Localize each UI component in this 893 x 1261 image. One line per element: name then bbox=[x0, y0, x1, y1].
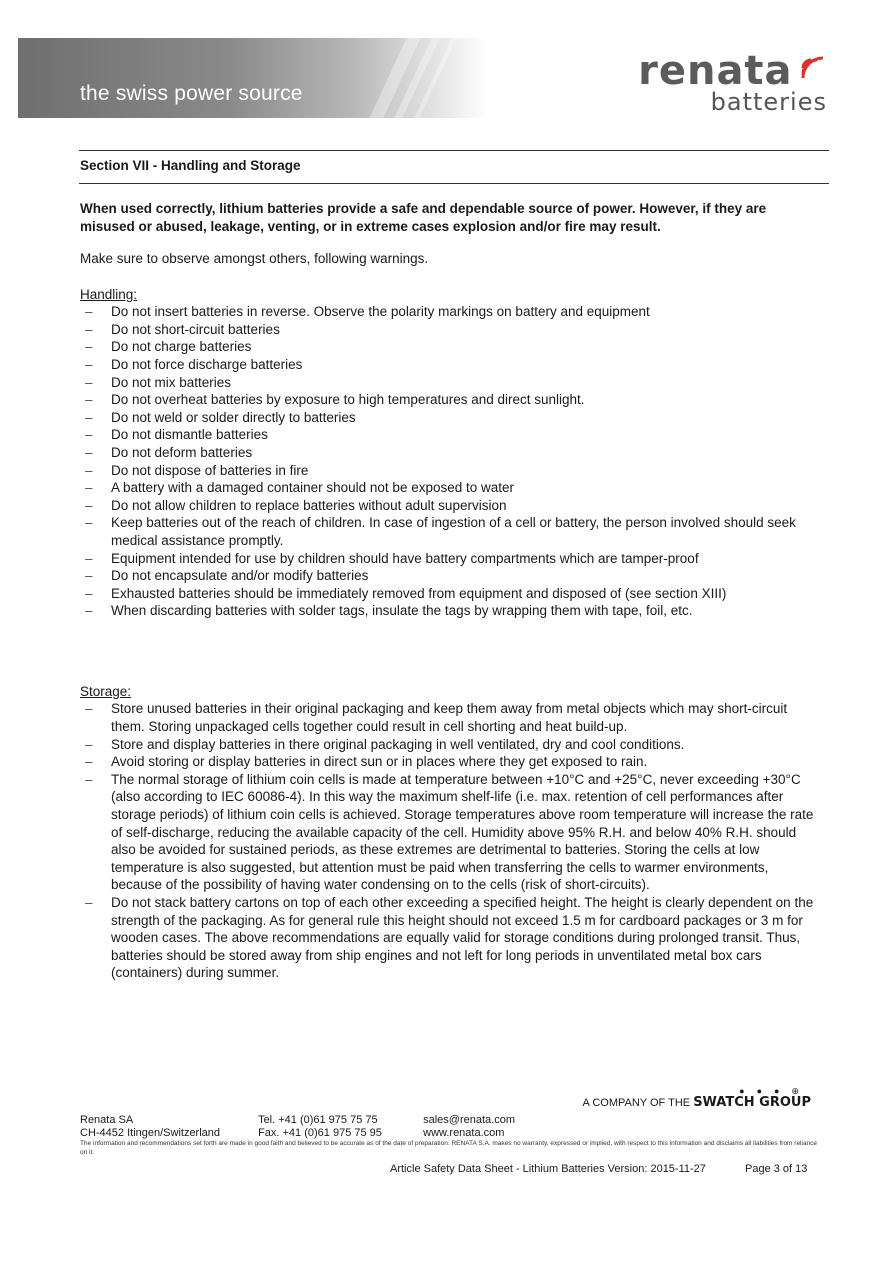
list-item: – Do not mix batteries bbox=[80, 374, 820, 392]
list-item: – Do not stack battery cartons on top of each other exceeding a specified height. The height is clearly dependent on the strength of the packaging. As for general rule this height should not exceed 1.5 m for cardboard packages or 3 m for wooden cases. The above recommendations are equally valid for storage conditions during prolonged transit. Thus, batteries should be stored away from ship engines and not left for long periods in unventilated metal box cars (containers) during summer. bbox=[80, 894, 820, 982]
list-item: – Do not allow children to replace batteries without adult supervision bbox=[80, 497, 820, 515]
fax: Fax. +41 (0)61 975 75 95 bbox=[258, 1127, 382, 1139]
website-link[interactable]: www.renata.com bbox=[423, 1127, 505, 1139]
list-item: – Do not weld or solder directly to batteries bbox=[80, 409, 820, 427]
logo-word: renata bbox=[638, 48, 793, 94]
list-item: – Do not insert batteries in reverse. Observe the polarity markings on battery and equipment bbox=[80, 303, 820, 321]
list-item: – Do not short-circuit batteries bbox=[80, 321, 820, 339]
list-item: – Do not dispose of batteries in fire bbox=[80, 462, 820, 480]
company-address: CH-4452 Itingen/Switzerland bbox=[80, 1127, 221, 1139]
list-item: – Do not encapsulate and/or modify batteries bbox=[80, 567, 820, 585]
list-item: – Store and display batteries in there original packaging in well ventilated, dry and cool conditions. bbox=[80, 736, 820, 754]
handling-list bbox=[80, 303, 820, 620]
renata-logo bbox=[638, 48, 827, 116]
list-item: – Do not force discharge batteries bbox=[80, 356, 820, 374]
company-prefix: A COMPANY OF THE bbox=[582, 1097, 691, 1109]
list-item: – Keep batteries out of the reach of children. In case of ingestion of a cell or battery, the person involved should seek medical assistance promptly. bbox=[80, 514, 820, 549]
list-item: – A battery with a damaged container should not be exposed to water bbox=[80, 479, 820, 497]
divider-top bbox=[79, 150, 829, 151]
intro-note: Make sure to observe amongst others, following warnings. bbox=[80, 251, 429, 266]
swatch-group-mark bbox=[583, 1086, 811, 1110]
divider-bottom bbox=[79, 183, 829, 184]
signal-waves-icon bbox=[799, 52, 827, 78]
tagline: the swiss power source bbox=[80, 82, 303, 105]
list-item: – Do not charge batteries bbox=[80, 338, 820, 356]
intro-warning: When used correctly, lithium batteries provide a safe and dependable source of power. However, if they are misused or abused, leakage, venting, or in extreme cases explosion and/or fire may result. bbox=[80, 201, 767, 234]
list-item: – Avoid storing or display batteries in direct sun or in places where they get exposed to rain. bbox=[80, 753, 820, 771]
handling-heading: Handling: bbox=[80, 286, 138, 302]
list-item: – Equipment intended for use by children should have battery compartments which are tamper-proof bbox=[80, 550, 820, 568]
footer-address bbox=[80, 1114, 515, 1140]
storage-heading: Storage: bbox=[80, 683, 132, 699]
list-item: – The normal storage of lithium coin cells is made at temperature between +10°C and +25°C, never exceeding +30°C (also according to IEC 60086-4). In this way the maximum shelf-life (i.e. max. retention of cell performances after storage periods) of lithium coin cells is achieved. Storage temperatures above room temperature will increase the rate of self-discharge, reducing the available capacity of the cell. Humidity above 95% R.H. and below 40% R.H. should also be avoided for sustained periods, as these extremes are detrimental to batteries. Storing the cells at low temperature is also suggested, but attention must be paid when transferring the cells to warmer environments, because of the possibility of having water condensing on to the cells (risk of short-circuits). bbox=[80, 771, 820, 894]
list-item: – Exhausted batteries should be immediately removed from equipment and disposed of (see section XIII) bbox=[80, 585, 820, 603]
section-title: Section VII - Handling and Storage bbox=[80, 158, 301, 173]
company-name: Renata SA bbox=[80, 1114, 134, 1126]
document-info: Article Safety Data Sheet - Lithium Batteries Version: 2015-11-27 bbox=[390, 1163, 706, 1175]
phone: Tel. +41 (0)61 975 75 75 bbox=[258, 1114, 378, 1126]
list-item: – Store unused batteries in their original packaging and keep them away from metal objects which may short-circuit them. Storing unpackaged cells together could result in cell shorting and heat build-up. bbox=[80, 700, 820, 735]
group-name: SWATCH GROUP bbox=[693, 1095, 811, 1110]
list-item: – Do not deform batteries bbox=[80, 444, 820, 462]
logo-sub: batteries bbox=[710, 88, 827, 116]
main-content bbox=[80, 200, 820, 982]
list-item: – Do not dismantle batteries bbox=[80, 426, 820, 444]
list-item: – Do not overheat batteries by exposure to high temperatures and direct sunlight. bbox=[80, 391, 820, 409]
swatch-dots-icon: ●●●⊕ bbox=[739, 1086, 811, 1096]
email-link[interactable]: sales@renata.com bbox=[423, 1114, 515, 1126]
page-number: Page 3 of 13 bbox=[745, 1163, 808, 1175]
list-item: – When discarding batteries with solder tags, insulate the tags by wrapping them with tape, foil, etc. bbox=[80, 602, 820, 620]
header-banner bbox=[18, 38, 488, 118]
storage-list bbox=[80, 700, 820, 982]
disclaimer: The information and recommendations set forth are made in good faith and believed to be accurate as of the date of preparation. RENATA S.A. makes no warranty, expressed or implied, with respect to this information and disclaims all liabilities from reliance on it. bbox=[80, 1140, 818, 1156]
